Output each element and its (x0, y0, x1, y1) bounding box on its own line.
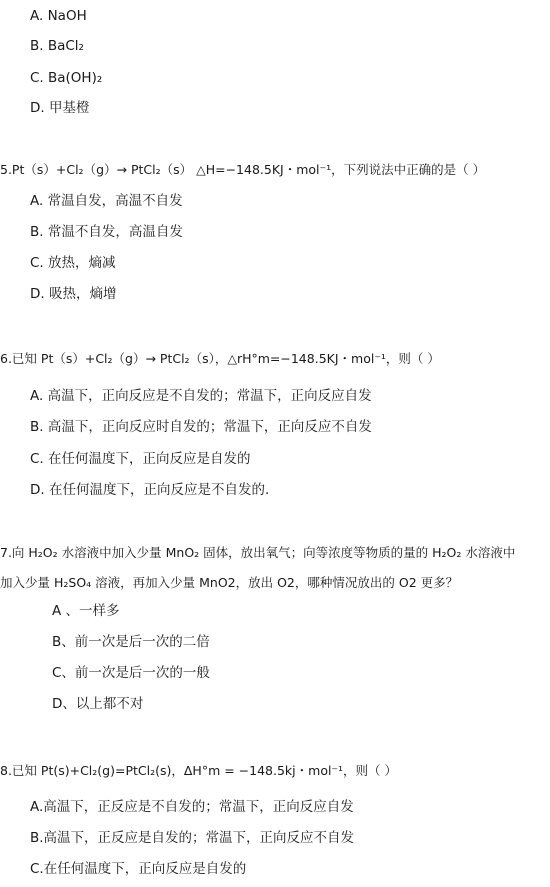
question-5-option-d: D. 吸热，熵增 (30, 286, 117, 302)
question-6-option-a: A. 高温下，正向反应是不自发的；常温下，正向反应自发 (30, 388, 372, 404)
option-c: C. Ba(OH)₂ (30, 70, 103, 86)
question-8-option-c: C.在任何温度下，正向反应是自发的 (30, 861, 247, 877)
option-b: B. BaCl₂ (30, 38, 84, 54)
question-7-option-c: C、前一次是后一次的一般 (52, 665, 210, 681)
question-6-stem: 6.已知 Pt（s）+Cl₂（g）→ PtCl₂（s），△rH°m=−148.5KJ・mol⁻¹，则（ ） (0, 351, 440, 366)
question-7-option-d: D、以上都不对 (52, 696, 144, 712)
option-d: D. 甲基橙 (30, 100, 90, 116)
question-7-stem-line-2: 加入少量 H₂SO₄ 溶液，再加入少量 MnO2，放出 O2，哪种情况放出的 O2 更多？ (0, 575, 459, 590)
question-8-option-a: A.高温下，正反应是不自发的；常温下，正向反应自发 (30, 799, 354, 815)
question-8-stem: 8.已知 Pt(s)+Cl₂(g)=PtCl₂(s)，ΔH°m = −148.5kj・mol⁻¹，则（ ） (0, 763, 398, 778)
question-6-option-d: D. 在任何温度下，正向反应是不自发的. (30, 482, 270, 498)
question-7-stem-line-1: 7.向 H₂O₂ 水溶液中加入少量 MnO₂ 固体，放出氧气；向等浓度等物质的量的 H₂O₂ 水溶液中 (0, 545, 516, 560)
option-a: A. NaOH (30, 8, 87, 24)
question-5-option-c: C. 放热，熵减 (30, 255, 116, 271)
question-5-option-a: A. 常温自发，高温不自发 (30, 193, 183, 209)
question-5-stem: 5.Pt（s）+Cl₂（g）→ PtCl₂（s） △H=−148.5KJ・mol⁻¹，下列说法中正确的是（ ） (0, 162, 486, 177)
question-7-option-b: B、前一次是后一次的二倍 (52, 634, 210, 650)
question-7-option-a: A 、一样多 (52, 603, 120, 619)
question-8-option-b: B.高温下，正反应是自发的；常温下，正向反应不自发 (30, 830, 355, 846)
question-5-option-b: B. 常温不自发，高温自发 (30, 224, 183, 240)
question-6-option-b: B. 高温下，正向反应时自发的；常温下，正向反应不自发 (30, 419, 372, 435)
question-6-option-c: C. 在任何温度下，正向反应是自发的 (30, 451, 251, 467)
